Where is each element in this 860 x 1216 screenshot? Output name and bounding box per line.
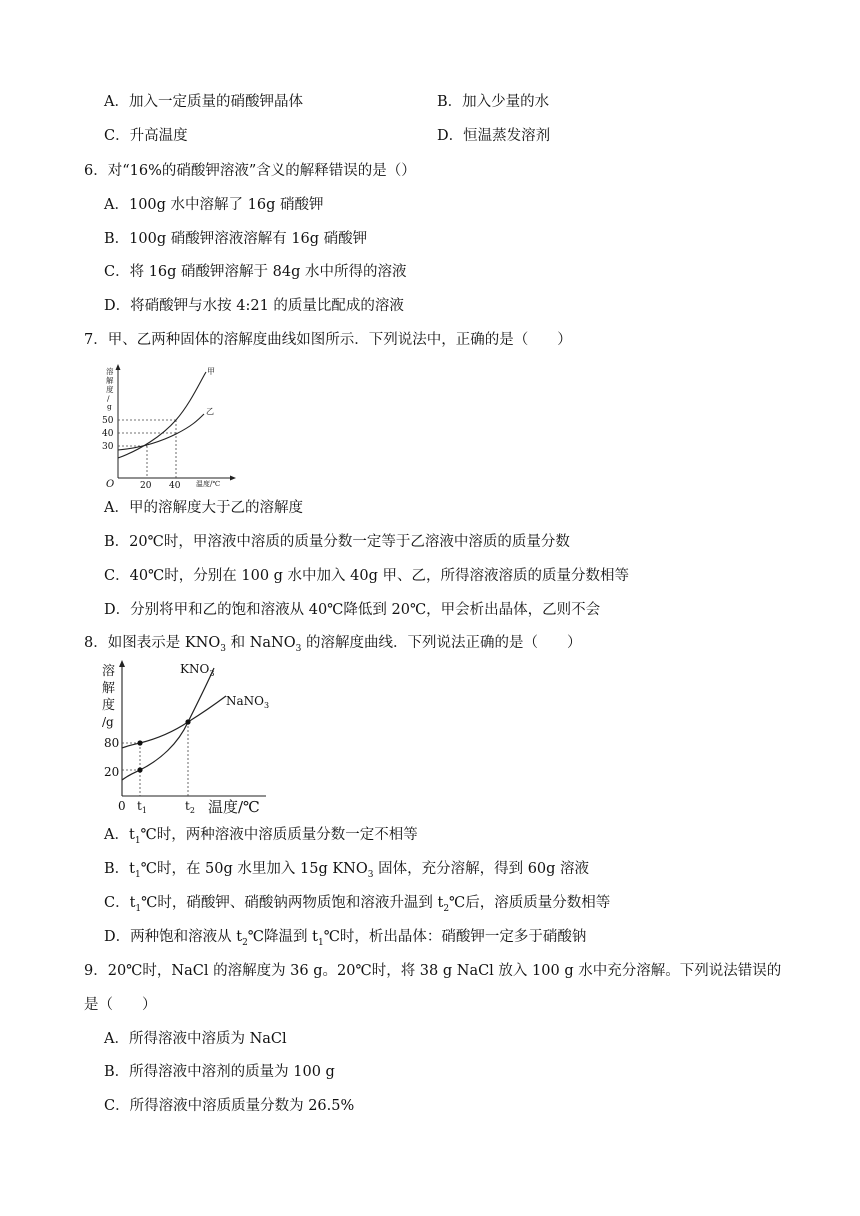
q7-option-c: C．40℃时，分别在 100 g 水中加入 40g 甲、乙，所得溶液溶质的质量分数相等 <box>104 568 629 584</box>
q7-stem: 7．甲、乙两种固体的溶解度曲线如图所示．下列说法中，正确的是（ ） <box>84 332 572 348</box>
q9-stem-line1: 9．20℃时，NaCl 的溶解度为 36 g。20℃时，将 38 g NaCl 放入 100 g 水中充分溶解。下列说法错误的 <box>84 963 782 979</box>
q8-ylabel-char: 溶 <box>102 664 116 679</box>
q8-xtick-t1: $t_1$ <box>137 799 147 815</box>
q8-point <box>185 719 190 724</box>
q7-ytick: 30 <box>102 442 114 452</box>
q7-ytick: 40 <box>102 429 114 439</box>
q7-xtick: 40 <box>169 481 181 491</box>
q8-stem: 8．如图表示是 $KNO_3$ 和 NaNO$_3$ 的溶解度曲线．下列说法正确的是（ ） <box>84 635 582 654</box>
q7-ylabel-char: g <box>107 402 112 411</box>
q9-option-a: A．所得溶液中溶质为 NaCl <box>104 1031 287 1047</box>
q6-option-b: B．100g 硝酸钾溶液溶解有 16g 硝酸钾 <box>104 231 368 247</box>
q6-option-a: A．100g 水中溶解了 16g 硝酸钾 <box>104 197 324 213</box>
q7-option-a: A．甲的溶解度大于乙的溶解度 <box>104 500 303 516</box>
q8-ylabel-char: 度 <box>102 698 116 713</box>
q9-stem-line2: 是（ ） <box>84 997 157 1013</box>
q8-series-nano3-label: NaNO$_3$ <box>226 694 270 710</box>
q7-ylabel-char: / <box>107 394 110 403</box>
q8-curve-nano3 <box>122 696 226 748</box>
q5-option-c: C．升高温度 <box>104 128 188 144</box>
q7-y-axis-arrow <box>116 364 121 370</box>
q8-ylabel-char: 解 <box>102 681 116 696</box>
q7-origin: O <box>106 479 115 490</box>
q9-option-c: C．所得溶液中溶质质量分数为 26.5% <box>104 1098 355 1114</box>
q7-option-d: D．分别将甲和乙的饱和溶液从 40℃降低到 20℃，甲会析出晶体，乙则不会 <box>104 602 601 618</box>
q7-x-axis-arrow <box>230 476 236 481</box>
q8-series-kno3-label: $KNO_3$ <box>180 662 215 678</box>
q7-ylabel-char: 解 <box>106 376 114 385</box>
q9-option-b: B．所得溶液中溶剂的质量为 100 g <box>104 1064 335 1080</box>
q8-option-d: D．两种饱和溶液从 $t_2℃$降温到 $t_1℃$时，析出晶体：硝酸钾一定多于硝酸钠 <box>104 929 587 948</box>
q8-option-a: A．$t_1℃$时，两种溶液中溶质质量分数一定不相等 <box>104 827 418 846</box>
q8-option-c: C．$t_1℃$时，硝酸钾、硝酸钠两物质饱和溶液升温到 $t_2℃$后，溶质质量分数相等 <box>104 895 611 914</box>
q6-option-d: D．将硝酸钾与水按 4:21 的质量比配成的溶液 <box>104 298 404 314</box>
q5-option-d: D．恒温蒸发溶剂 <box>437 128 551 144</box>
q7-series-jia-label: 甲 <box>207 367 215 376</box>
q6-option-c: C．将 16g 硝酸钾溶解于 84g 水中所得的溶液 <box>104 264 407 280</box>
q7-ylabel-char: 度 <box>106 385 114 394</box>
q7-xlabel: 温度/℃ <box>196 480 221 488</box>
q7-curve-jia <box>118 372 206 458</box>
q8-ytick: 20 <box>104 765 120 779</box>
q6-stem: 6．对“16%的硝酸钾溶液”含义的解释错误的是（） <box>84 163 416 179</box>
q8-origin: 0 <box>118 799 126 813</box>
q5-option-a: A．加入一定质量的硝酸钾晶体 <box>104 94 303 110</box>
q7-option-b: B．20℃时，甲溶液中溶质的质量分数一定等于乙溶液中溶质的质量分数 <box>104 534 570 550</box>
q7-xtick: 20 <box>140 481 152 491</box>
q8-point <box>137 767 142 772</box>
q8-y-axis-arrow <box>119 660 125 667</box>
q7-series-yi-label: 乙 <box>206 407 214 416</box>
q8-xlabel: 温度/℃ <box>208 798 260 816</box>
q7-ylabel-char: 溶 <box>106 367 114 376</box>
q7-ytick: 50 <box>102 416 114 426</box>
q8-ylabel-char: /g <box>102 715 114 729</box>
q8-point <box>137 740 142 745</box>
q7-solubility-chart <box>100 362 240 490</box>
q8-xtick-t2: $t_2$ <box>185 799 195 815</box>
q8-option-b: B．$t_1℃$时，在 50g 水里加入 15g $KNO_3$ 固体，充分溶解，得到 60g 溶液 <box>104 861 590 880</box>
q8-ytick: 80 <box>104 736 120 750</box>
q8-curve-kno3 <box>122 668 214 780</box>
q8-solubility-chart <box>100 660 272 814</box>
q7-curve-yi <box>118 414 204 450</box>
q5-option-b: B．加入少量的水 <box>437 94 550 110</box>
